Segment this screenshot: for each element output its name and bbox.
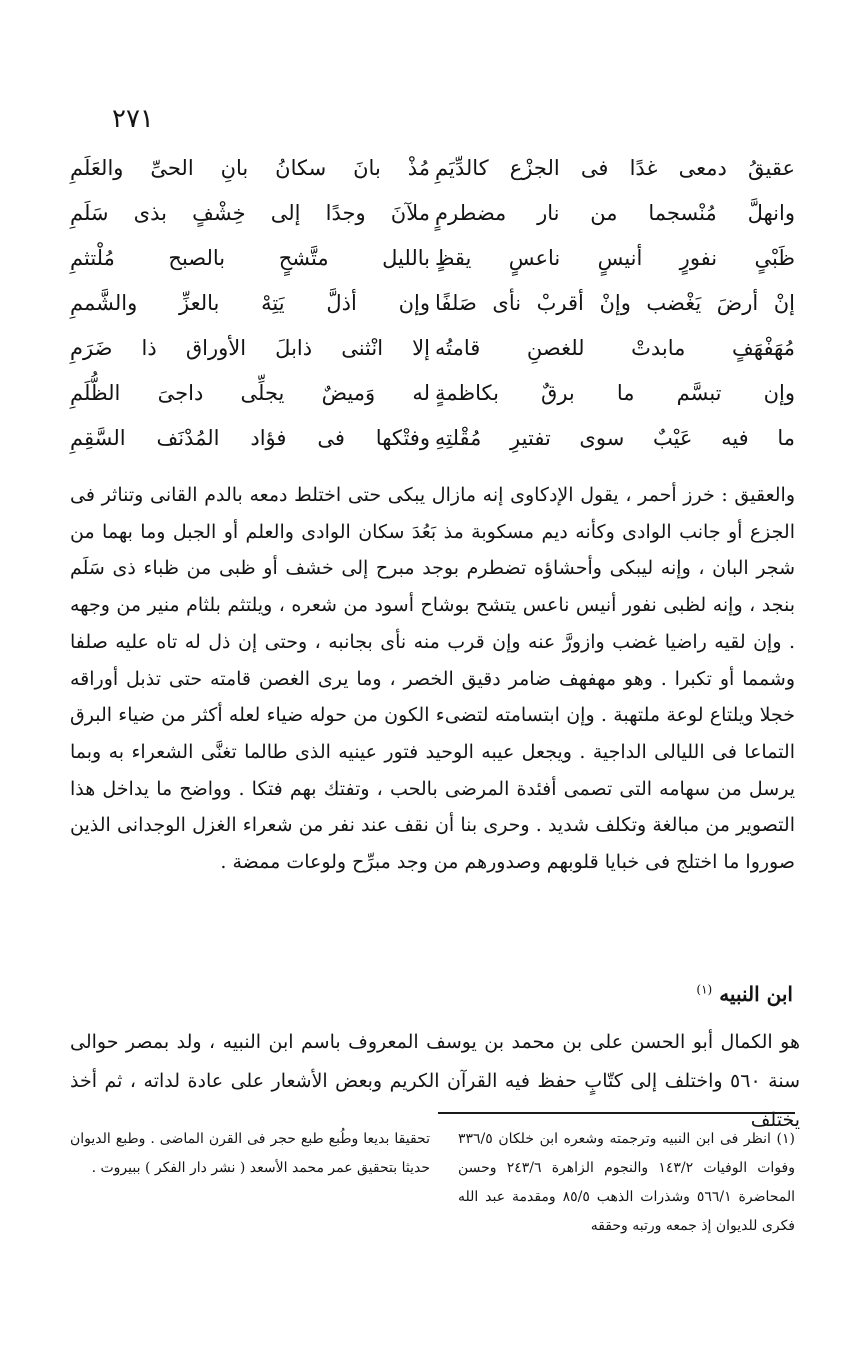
verse-first-hemistich: ما فيه عَيْبٌ سوى تفتيرِ مُقْلتِهِ — [435, 425, 795, 450]
footnote-left-column: تحقيقا بديعا وطُبع طبع حجر فى القرن الماضى . وطبع الديوان حديثا بتحقيق عمر محمد الأسعد ( نشر دار الفكر ) ببيروت . — [70, 1131, 430, 1176]
verse-first-hemistich: ظَبْىٍ نفورٍ أنيسٍ ناعسٍ يقظٍ — [435, 245, 795, 270]
verse-second-hemistich: وفتْكها فى فؤاد المُدْنَف السَّقِمِ — [70, 425, 430, 450]
verse-first-hemistich: إنْ أرضَ يَغْضب وإنْ أقربْ نأى صَلفًا — [435, 290, 795, 315]
footnote-reference: (١) — [696, 982, 713, 997]
biography-paragraph: هو الكمال أبو الحسن على بن محمد بن يوسف المعروف باسم ابن النبيه ، ولد بمصر حوالى سنة ٥٦٠ واختلف إلى كتّابٍ حفظ فيه القرآن الكريم وبعض الأشعار على عادة لداته ، ثم أخذ يختلف — [70, 1031, 800, 1131]
verse-second-hemistich: وإن أذلَّ يَتِهْ بالعزِّ والشَّممِ — [70, 290, 430, 315]
poem-verse — [70, 190, 795, 235]
footnote-right-column: (١) انظر فى ابن النبيه وترجمته وشعره ابن خلكان ٣٣٦/٥ وفوات الوفيات ١٤٣/٢ والنجوم الزاهرة ٢٤٣/٦ وحسن المحاضرة ٥٦٦/١ وشذرات الذهب ٨٥/٥ ومقدمة عبد الله فكرى للديوان إذ جمعه ورتبه وحققه — [458, 1131, 796, 1234]
poem-verse — [70, 370, 795, 415]
verse-first-hemistich: عقيقُ دمعى غدًا فى الجزْع كالدِّيَمِ — [435, 155, 795, 180]
verse-first-hemistich: وانهلَّ مُنْسجما من نار مضطرمٍ — [435, 200, 795, 225]
poem-verse — [70, 145, 795, 190]
verse-second-hemistich: ملآنَ وجدًا إلى خِشْفٍ بذى سَلَمِ — [70, 200, 430, 225]
poem-verse — [70, 415, 795, 460]
footnote-divider — [438, 1112, 795, 1114]
poem — [70, 145, 795, 460]
verse-second-hemistich: بالليل متَّشحٍ بالصبح مُلْتثمِ — [70, 245, 430, 270]
verse-second-hemistich: إلا انْثنى ذابلَ الأوراق ذا ضَرَمِ — [70, 335, 430, 360]
verse-second-hemistich: مُذْ بانَ سكانُ بانِ الحىِّ والعَلَمِ — [70, 155, 430, 180]
commentary-paragraph: والعقيق : خرز أحمر ، يقول الإدكاوى إنه مازال يبكى حتى اختلط دمعه بالدم القانى وتناثر فى الجزع أو جانب الوادى وكأنه ديم مسكوبة مذ بَعُدَ سكان الوادى والعلم أو الجبل وما بهما من شجر البان ، وإنه ليبكى وأحشاؤه تضطرم بوجد مبرح إلى خشف أو ظبى من ظباء ذى سَلَم بنجد ، وإنه لظبى نفور أنيس ناعس يتشح بوشاح أسود من شعره ، ويلتثم بلثام منير من وجهه . وإن لقيه راضيا غضب وازورَّ عنه وإن قرب منه نأى بجانبه ، وحتى إن ذل له تاه عليه صلفا وشمما أو تكبرا . وهو مهفهف ضامر دقيق الخصر ، وما يرى الغصن قامته حتى تذبل أوراقه خجلا ويلتاع لوعة ملتهبة . وإن ابتسامته لتضىء الكون من حوله ضياء لعله أكثر من ضياء البرق التماعا فى الليالى الداجية . ويجعل عيبه الوحيد فتور عينيه الذى طالما تغنَّى الشعراء به وبما يرسل من سهامه التى تصمى أفئدة المرضى بالحب ، وتفتك بهم فتكا . وواضح ما يداخل هذا التصوير من مبالغة وتكلف شديد . وحرى بنا أن نقف عند نفر من شعراء الغزل الوجدانى الذين صوروا ما اختلج فى خبايا قلوبهم وصدورهم من وجد مبرِّح ولوعات ممضة . — [70, 484, 795, 874]
poem-verse — [70, 325, 795, 370]
poem-verse — [70, 235, 795, 280]
section-heading — [696, 982, 793, 1006]
verse-first-hemistich: مُهَفْهَفٍ مابدتْ للغصنِ قامتُه — [435, 335, 795, 360]
section-title: ابن النبيه — [719, 982, 793, 1006]
verse-first-hemistich: وإن تبسَّم ما برقٌ بكاظمةٍ — [435, 380, 795, 405]
poem-verse — [70, 280, 795, 325]
page-number: ٢٧١ — [112, 104, 154, 134]
verse-second-hemistich: له وَميضٌ يجلِّى داجىَ الظُّلَمِ — [70, 380, 430, 405]
